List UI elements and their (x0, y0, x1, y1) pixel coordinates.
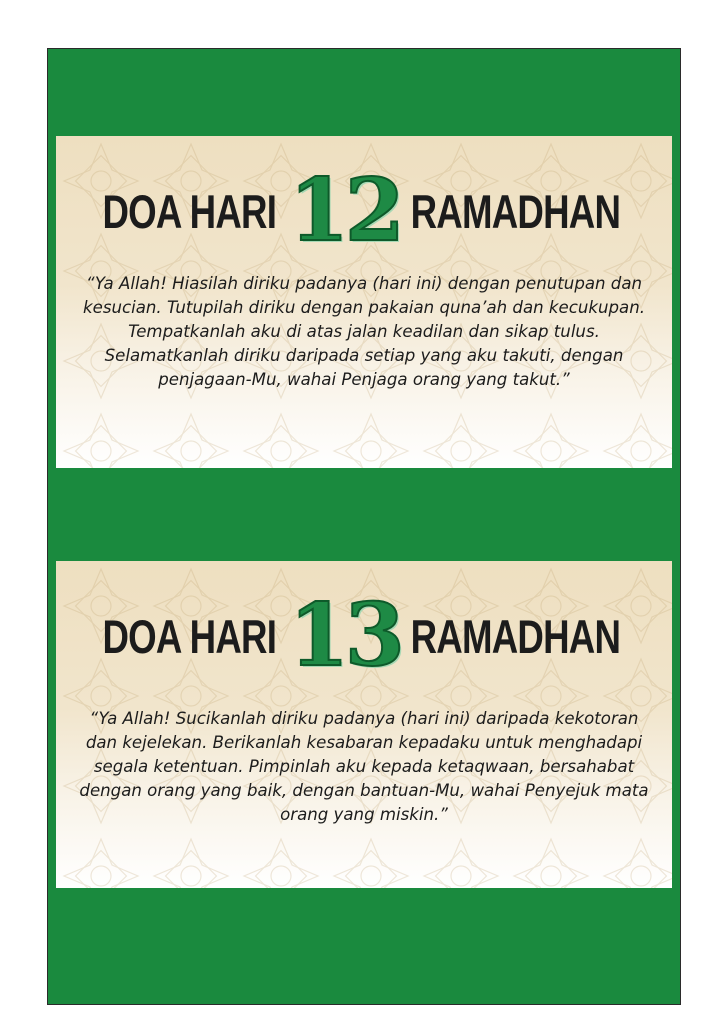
heading-doa-hari: DOA HARI (102, 609, 277, 663)
heading-ramadhan: RAMADHAN (410, 609, 620, 663)
doa-card-day-13 (56, 561, 672, 888)
doa-card-day-12 (56, 136, 672, 468)
heading-doa-hari: DOA HARI (102, 184, 277, 238)
prayer-text: “Ya Allah! Sucikanlah diriku padanya (hari ini) daripada kekotoran dan kejelekan. Berikanlah kesabaran kepadaku untuk menghadapi segala ketentuan. Pimpinlah aku kepada ketaqwaan, bersahabat dengan orang yang baik, dengan bantuan-Mu, wahai Penyejuk mata orang yang miskin.” (79, 709, 649, 824)
card-heading (56, 160, 672, 261)
heading-ramadhan: RAMADHAN (410, 184, 620, 238)
day-number: 13 (289, 585, 401, 686)
day-number: 12 (289, 160, 401, 261)
card-heading (56, 585, 672, 686)
prayer-text: “Ya Allah! Hiasilah diriku padanya (hari ini) dengan penutupan dan kesucian. Tutupilah diriku dengan pakaian quna’ah dan kecukupan. Tempatkanlah aku di atas jalan keadilan dan sikap tulus. Selamatkanlah diriku daripada setiap yang aku takuti, dengan penjagaan-Mu, wahai Penjaga orang yang takut.” (83, 274, 645, 389)
